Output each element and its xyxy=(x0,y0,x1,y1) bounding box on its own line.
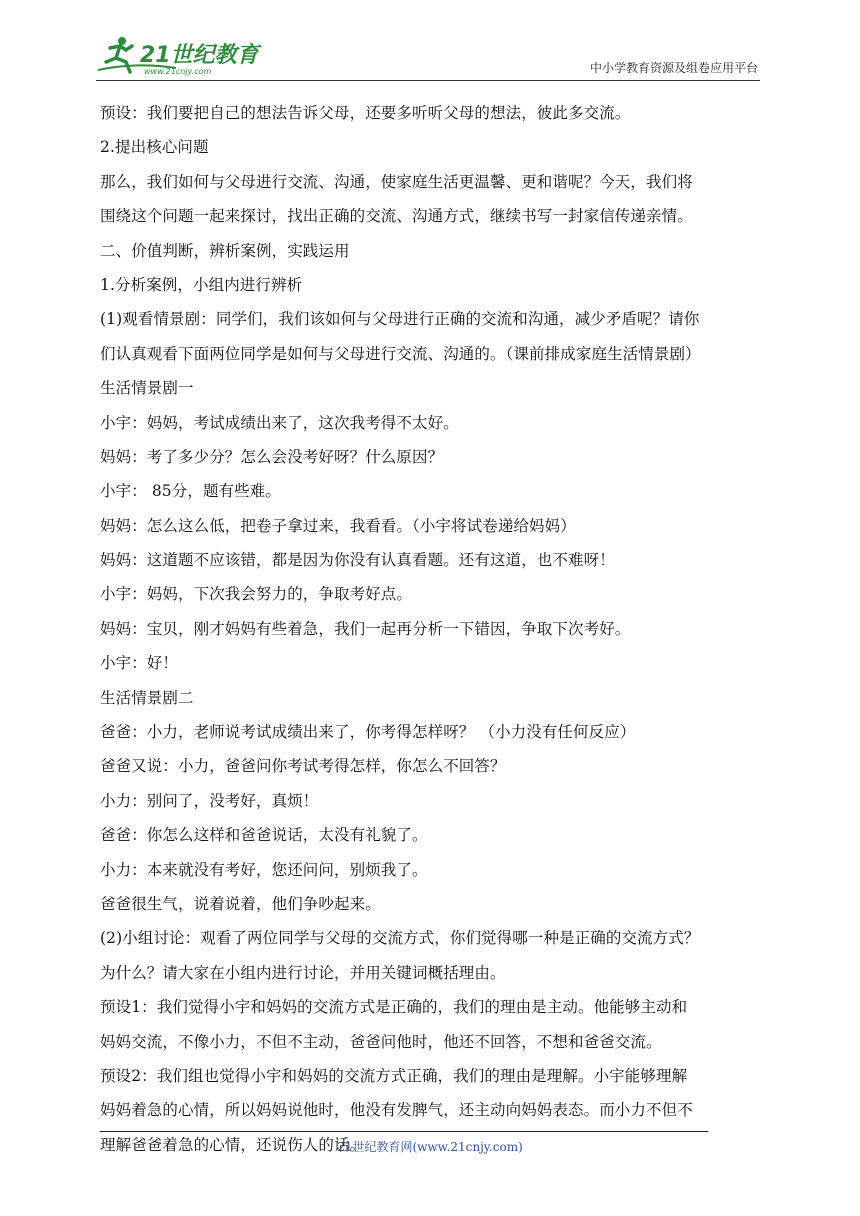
text-line: 小力：本来就没有考好，您还问问，别烦我了。 xyxy=(100,860,428,879)
logo-title: 21世纪教育 xyxy=(140,43,259,68)
text-line: 小力：别问了，没考好，真烦！ xyxy=(100,791,319,810)
text-line: (2)小组讨论：观看了两位同学与父母的交流方式，你们觉得哪一种是正确的交流方式？ xyxy=(100,929,700,948)
runner-logo-icon xyxy=(96,32,266,76)
footer-text: 21世纪教育网(www.21cnjy.com) xyxy=(337,1140,523,1154)
text-line: 小宇：好！ xyxy=(100,654,179,673)
text-line: 小宇：妈妈，考试成绩出来了，这次我考得不太好。 xyxy=(100,413,459,432)
text-line: 妈妈：考了多少分？怎么会没考好呀？什么原因？ xyxy=(100,447,444,466)
text-line: (1)观看情景剧：同学们，我们该如何与父母进行正确的交流和沟通，减少矛盾呢？请你 xyxy=(100,310,700,329)
text-line: 预设：我们要把自己的想法告诉父母，还要多听听父母的想法，彼此多交流。 xyxy=(100,104,631,122)
platform-title: 中小学教育资源及组卷应用平台 xyxy=(589,61,758,75)
site-logo xyxy=(96,32,266,76)
text-line: 们认真观看下面两位同学是如何与父母进行交流、沟通的。（课前排成家庭生活情景剧） xyxy=(100,344,701,363)
text-line: 预设2：我们组也觉得小宇和妈妈的交流方式正确，我们的理由是理解。小宇能够理解 xyxy=(100,1066,688,1085)
text-line: 1.分析案例，小组内进行辨析 xyxy=(100,275,303,294)
text-line: 生活情景剧二 xyxy=(100,688,194,707)
text-line: 那么，我们如何与父母进行交流、沟通，使家庭生活更温馨、更和谐呢？今天，我们将 xyxy=(100,172,693,191)
text-line: 爸爸又说：小力，爸爸问你考试考得怎样，你怎么不回答？ xyxy=(100,757,506,776)
text-line: 妈妈交流，不像小力，不但不主动，爸爸问他时，他还不回答，不想和爸爸交流。 xyxy=(100,1032,662,1051)
text-line: 妈妈着急的心情，所以妈妈说他时，他没有发脾气，还主动向妈妈表态。而小力不但不 xyxy=(100,1101,693,1120)
text-line: 爸爸：你怎么这样和爸爸说话，太没有礼貌了。 xyxy=(100,826,428,845)
text-line: 理解爸爸着急的心情，还说伤人的话。 xyxy=(100,1135,366,1154)
text-line: 爸爸很生气，说着说着，他们争吵起来。 xyxy=(100,894,381,913)
document-body xyxy=(100,96,766,1162)
logo-url: www.21cnjy.com xyxy=(144,67,212,76)
text-line: 预设1：我们觉得小宇和妈妈的交流方式是正确的，我们的理由是主动。他能够主动和 xyxy=(100,998,688,1017)
text-line: 小宇： 85分，题有些难。 xyxy=(100,482,281,501)
page-header xyxy=(96,30,760,81)
text-line: 为什么？请大家在小组内进行讨论，并用关键词概括理由。 xyxy=(100,963,506,982)
text-line: 生活情景剧一 xyxy=(100,379,194,398)
text-line: 2.提出核心问题 xyxy=(100,138,209,157)
text-line: 二、价值判断，辨析案例，实践运用 xyxy=(100,241,350,260)
text-line: 围绕这个问题一起来探讨，找出正确的交流、沟通方式，继续书写一封家信传递亲情。 xyxy=(100,207,693,226)
text-line: 爸爸：小力，老师说考试成绩出来了，你考得怎样呀？ （小力没有任何反应） xyxy=(100,723,636,742)
footer-divider xyxy=(100,1131,708,1132)
text-line: 妈妈：这道题不应该错，都是因为你没有认真看题。还有这道，也不难呀！ xyxy=(100,551,615,570)
text-line: 妈妈：宝贝，刚才妈妈有些着急，我们一起再分析一下错因，争取下次考好。 xyxy=(100,619,631,638)
text-line: 妈妈：怎么这么低，把卷子拿过来，我看看。（小宇将试卷递给妈妈） xyxy=(100,516,576,535)
text-line: 小宇：妈妈，下次我会努力的，争取考好点。 xyxy=(100,585,413,604)
